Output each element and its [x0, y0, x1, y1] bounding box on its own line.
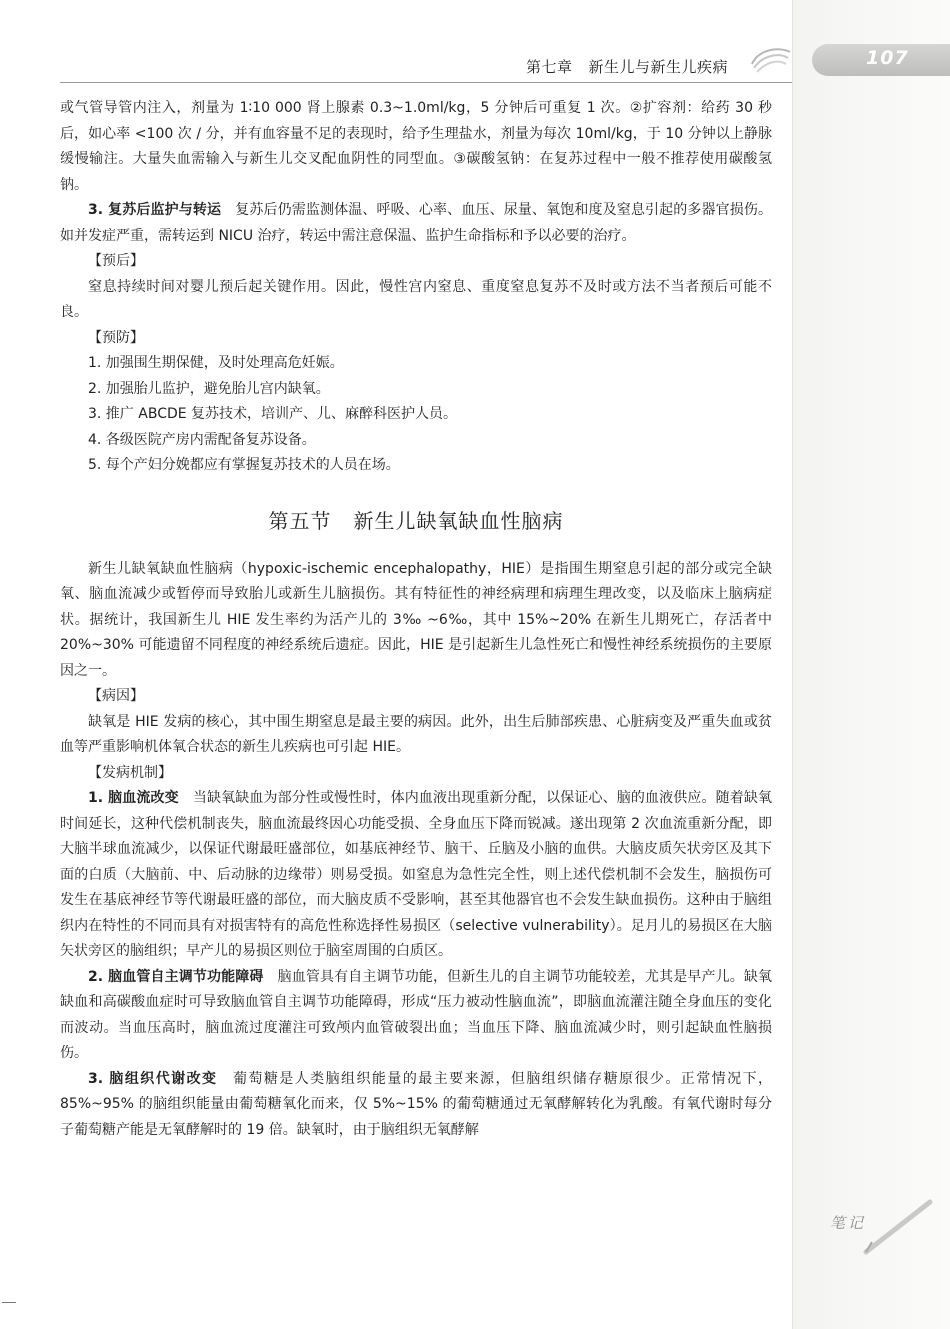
- section-title: 新生儿缺氧缺血性脑病: [353, 508, 564, 533]
- notes-label: 笔记: [830, 1214, 867, 1232]
- pathogenesis-item-blood-flow: [60, 786, 772, 965]
- main-text: [60, 96, 772, 1143]
- list-item: 2. 加强胎儿监护，避免胎儿宫内缺氧。: [88, 380, 330, 397]
- chapter-number: 第七章: [525, 58, 573, 76]
- notes-margin: [792, 0, 950, 1329]
- label-etiology: 【病因】: [88, 688, 144, 704]
- label-prognosis: 【预后】: [88, 253, 144, 269]
- list-item: 1. 加强围生期保健，及时处理高危妊娠。: [88, 355, 344, 371]
- subheading-metabolism: 3. 脑组织代谢改变: [88, 1070, 218, 1087]
- intro-paragraph: 新生儿缺氧缺血性脑病（hypoxic-ischemic encephalopathy，HIE）是指围生期窒息引起的部分或完全缺氧、脑血流减少或暂停而导致胎儿或新生儿脑损伤。其有特征性的神经病理和病理生理改变，以及临床上脑病症状。据统计，我国新生儿 HIE 发生率约为活产儿的 3‰ ~6‰，其中 15%~20% 在新生儿期死亡，存活者中 20%~30% 可能遗留不同程度的神经系统后遗症。因此，HIE 是引起新生儿急性死亡和慢性神经系统损伤的主要原因之一。: [60, 560, 772, 679]
- paragraph-monitoring: [60, 198, 772, 249]
- page-number: 107: [866, 47, 909, 69]
- blood-flow-text: 当缺氧缺血为部分性或慢性时，体内血液出现重新分配，以保证心、脑的血液供应。随着缺氧时间延长，这种代偿机制丧失，脑血流最终因心功能受损、全身血压下降而锐减。遂出现第 2 次血流重新分配，即大脑半球血流减少，以保证代谢最旺盛部位，如基底神经节、脑干、丘脑及小脑的血供。大脑皮质矢状旁区及其下面的白质（大脑前、中、后动脉的边缘带）则易受损。如窒息为急性完全性，则上述代偿机制不会发生，脑损伤可发生在基底神经节等代谢最旺盛的部位，而大脑皮质不受影响，甚至其他器官也不会发生缺血损伤。这种由于脑组织内在特性的不同而具有对损害特有的高危性称选择性易损区（selective vulnerability）。足月儿的易损区在大脑矢状旁区的脑组织；早产儿的易损区则位于脑室周围的白质区。: [60, 790, 773, 959]
- subheading-autoregulation: 2. 脑血管自主调节功能障碍: [88, 968, 264, 985]
- pathogenesis-item-autoregulation: [60, 965, 772, 1067]
- chapter-title: 新生儿与新生儿疾病: [588, 58, 728, 76]
- list-item: 4. 各级医院产房内需配备复苏设备。: [88, 431, 316, 448]
- swirl-decoration-icon: [748, 42, 794, 78]
- prognosis-text: 窒息持续时间对婴儿预后起关键作用。因此，慢性宫内窒息、重度窒息复苏不及时或方法不当者预后可能不良。: [60, 278, 772, 320]
- autoregulation-text: 脑血管具有自主调节功能，但新生儿的自主调节功能较差，尤其是早产儿。缺氧缺血和高碳酸血症时可导致脑血管自主调节功能障碍，形成“压力被动性脑血流”，即脑血流灌注随全身血压的变化而波动。当血压高时，脑血流过度灌注可致颅内血管破裂出血；当血压下降、脑血流减少时，则引起缺血性脑损伤。: [60, 968, 773, 1061]
- list-item: 5. 每个产妇分娩都应有掌握复苏技术的人员在场。: [88, 457, 400, 473]
- corner-mark: [2, 1302, 16, 1303]
- label-pathogenesis: 【发病机制】: [88, 764, 172, 781]
- paragraph-continued: 或气管导管内注入，剂量为 1∶10 000 肾上腺素 0.3~1.0ml/kg，5 分钟后可重复 1 次。②扩容剂：给药 30 秒后，如心率 <100 次 / 分，并有血容量不足的表现时，给予生理盐水，剂量为每次 10ml/kg，于 10 分钟以上静脉缓慢输注。大量失血需输入与新生儿交叉配血阴性的同型血。③碳酸氢钠：在复苏过程中一般不推荐使用碳酸氢钠。: [60, 100, 772, 193]
- running-header: [60, 56, 728, 77]
- metabolism-text: 葡萄糖是人类脑组织能量的最主要来源，但脑组织储存糖原很少。正常情况下，85%~95% 的脑组织能量由葡萄糖氧化而来，仅 5%~15% 的葡萄糖通过无氧酵解转化为乳酸。有氧代谢时每分子葡萄糖产能是无氧酵解时的 19 倍。缺氧时，由于脑组织无氧酵解: [60, 1070, 773, 1138]
- pathogenesis-item-metabolism: [60, 1067, 772, 1144]
- subheading-monitoring: 3. 复苏后监护与转运: [88, 202, 222, 218]
- monitoring-text: 复苏后仍需监测体温、呼吸、心率、血压、尿量、氧饱和度及窒息引起的多器官损伤。如并发症严重，需转运到 NICU 治疗，转运中需注意保温、监护生命指标和予以必要的治疗。: [60, 202, 773, 244]
- header-rule: [60, 82, 792, 83]
- margin-divider: [792, 0, 793, 1329]
- label-prevention: 【预防】: [88, 329, 144, 346]
- subheading-blood-flow: 1. 脑血流改变: [88, 790, 179, 806]
- etiology-text: 缺氧是 HIE 发病的核心，其中围生期窒息是最主要的病因。此外，出生后肺部疾患、心脏病变及严重失血或贫血等严重影响机体氧合状态的新生儿疾病也可引起 HIE。: [60, 713, 772, 755]
- section-number: 第五节: [268, 508, 332, 533]
- pen-icon: [858, 1196, 938, 1256]
- section-heading: [60, 507, 772, 535]
- list-item: 3. 推广 ABCDE 复苏技术，培训产、儿、麻醉科医护人员。: [88, 406, 458, 422]
